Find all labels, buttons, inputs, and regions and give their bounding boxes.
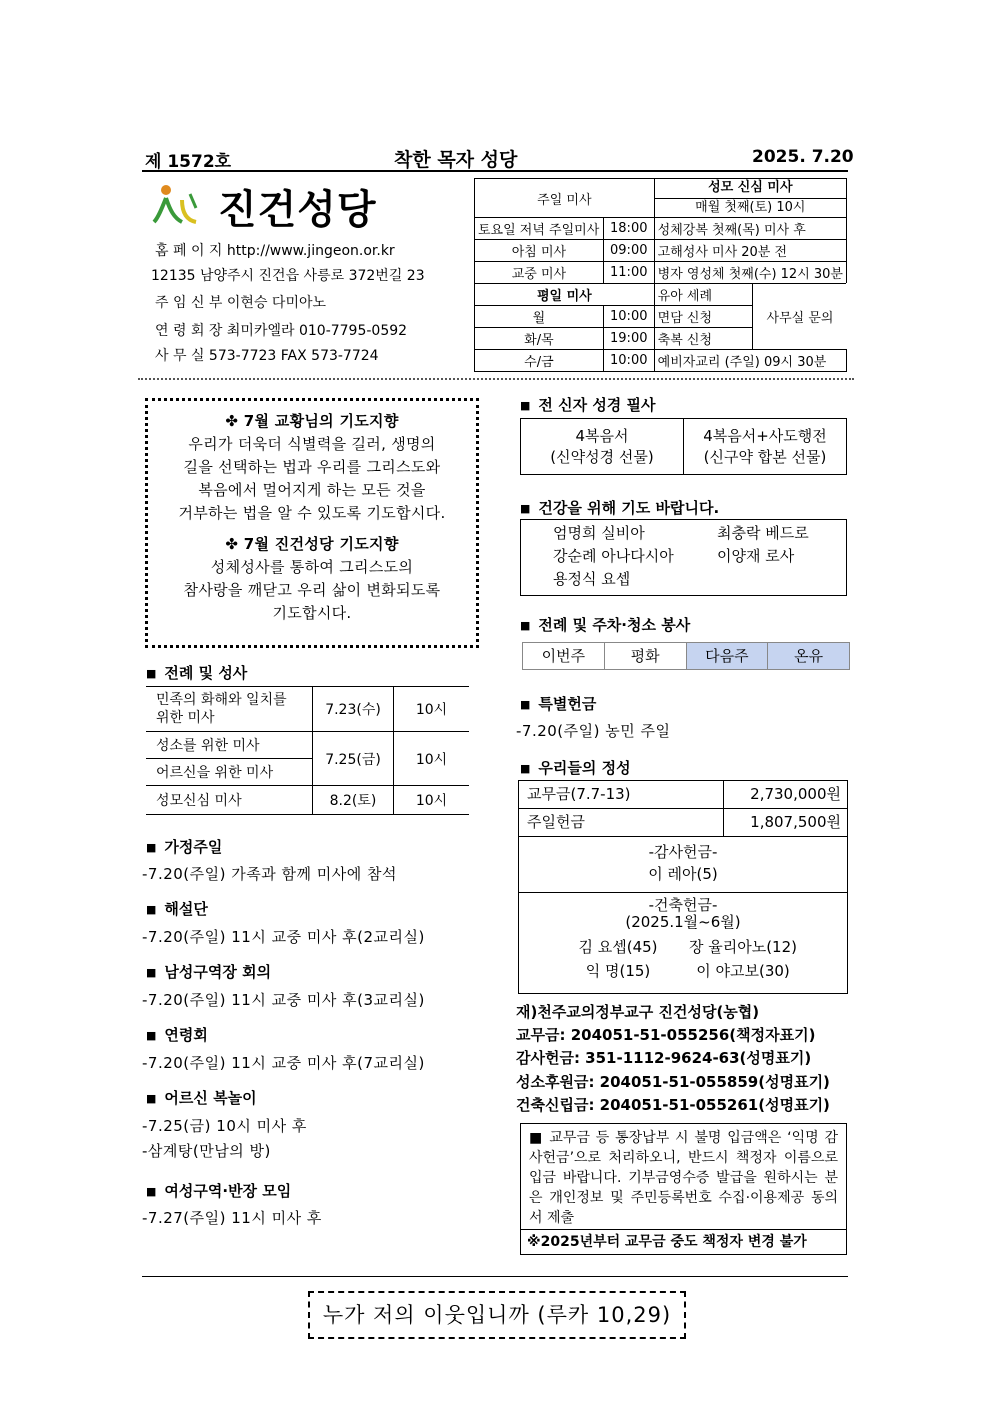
mass-name: 아침 미사 [475, 240, 604, 262]
issue-date: 2025. 7.20 [752, 147, 854, 167]
pastor-line: 주 임 신 부 이현승 다미아노 [155, 295, 327, 311]
bible-col2: (신구약 합본 선물) [703, 448, 827, 466]
liturgy-name: 성모신심 미사 [146, 786, 313, 815]
prayer-line: 우리가 더욱더 식별력을 길러, 생명의 [188, 435, 436, 453]
account-line: 건축신립금: 204051-51-055261(성명표기) [516, 1096, 830, 1114]
prayer-line: 기도합시다. [272, 604, 352, 622]
sungmo-mass-sub: 매월 첫째(토) 10시 [654, 198, 846, 218]
mass-name: 화/목 [475, 328, 604, 350]
health-box [520, 519, 847, 596]
building-donor: 익 명(15) [585, 962, 651, 980]
mass-note: 고해성사 미사 20분 전 [654, 240, 846, 262]
event-line: -7.20(주일) 11시 교중 미사 후(7교리실) [142, 1054, 425, 1072]
account-line: 성소후원금: 204051-51-055859(성명표기) [516, 1073, 830, 1091]
notice-box [520, 1123, 847, 1255]
bible-box [520, 418, 847, 475]
mass-name: 교중 미사 [475, 262, 604, 284]
bible-section-title: ■ 전 신자 성경 필사 [520, 394, 656, 415]
building-fund-title: -건축헌금- [648, 896, 718, 914]
funeral-society-title: ■ 연령회 [146, 1024, 208, 1045]
event-line: -7.20(주일) 11시 교중 미사 후(3교리실) [142, 991, 425, 1009]
event-line: -7.20(주일) 가족과 함께 미사에 참석 [142, 865, 397, 883]
mass-time: 11:00 [603, 262, 654, 284]
liturgy-date: 7.25(금) [313, 732, 394, 786]
prayer-line: 참사랑을 깨닫고 우리 삶이 변화되도록 [183, 581, 441, 599]
liturgy-time: 10시 [415, 793, 448, 809]
mass-note: 병자 영성체 첫째(수) 12시 30분 [654, 262, 846, 284]
prayer-line: 거부하는 법을 알 수 있도록 기도합시다. [178, 504, 446, 522]
sungmo-mass-header: 성모 신심 미사 [654, 179, 846, 199]
account-line: 감사헌금: 351-1112-9624-63(성명표기) [516, 1049, 812, 1067]
liturgy-time: 10시 [415, 751, 448, 768]
parish-motto: 착한 목자 성당 [394, 149, 518, 171]
health-section-title: ■ 건강을 위해 기도 바랍니다. [520, 497, 719, 518]
weekday-mass-header: 평일 미사 [475, 284, 655, 306]
weekly-verse: 누가 저의 이웃입니까 (루카 10,29) [308, 1291, 686, 1339]
account-line: 교무금: 204051-51-055256(책정자표기) [516, 1026, 816, 1044]
building-donor: 김 요셉(45) [578, 938, 658, 956]
header-rule [142, 170, 848, 172]
bible-col1: (신약성경 선물) [550, 448, 654, 466]
service-rota [522, 642, 850, 670]
building-donor: 장 율리아노(12) [688, 938, 797, 956]
dotted-separator [138, 378, 854, 380]
mass-note: 예비자교리 (주일) 09시 30분 [654, 350, 846, 372]
special-offering-line: -7.20(주일) 농민 주일 [516, 722, 671, 740]
mass-time: 19:00 [603, 328, 654, 350]
mass-time: 09:00 [603, 240, 654, 262]
prayer-line: 성체성사를 통하여 그리스도의 [210, 558, 414, 576]
family-sunday-title: ■ 가정주일 [146, 836, 222, 857]
offering-box [518, 780, 848, 994]
service-cell: 다음주 [687, 643, 769, 669]
homepage-line: 홈 페 이 지 http://www.jingeon.or.kr [155, 243, 395, 259]
issue-number: 제 1572호 [145, 152, 232, 172]
offering-name: 주일헌금 [519, 809, 724, 836]
mass-time: 18:00 [603, 218, 654, 240]
offering-amount: 2,730,000원 [750, 785, 841, 803]
parish-logo-icon [152, 182, 210, 228]
mass-name: 토요일 저녁 주일미사 [475, 218, 604, 240]
liturgy-name: 어르신을 위한 미사 [146, 759, 313, 786]
commentators-title: ■ 해설단 [146, 898, 208, 919]
mass-time: 10:00 [603, 306, 654, 328]
mass-name: 수/금 [475, 350, 604, 372]
event-line: -7.25(금) 10시 미사 후 [142, 1117, 307, 1135]
service-section-title: ■ 전례 및 주차·청소 봉사 [520, 614, 690, 635]
council-line: 연 령 회 장 최미카엘라 010-7795-0592 [155, 323, 408, 339]
health-name: 최충락 베드로 [717, 524, 809, 542]
event-line: -삼계탕(만남의 방) [142, 1142, 271, 1160]
womens-meeting-title: ■ 여성구역·반장 모임 [146, 1180, 291, 1201]
elders-event-title: ■ 어르신 복놀이 [146, 1087, 257, 1108]
liturgy-section-title: ■ 전례 및 성사 [146, 662, 247, 683]
notice-footer: ※2025년부터 교무금 중도 책정자 변경 불가 [521, 1229, 846, 1254]
liturgy-name: 성소를 위한 미사 [146, 732, 313, 759]
building-donor: 이 야고보(30) [696, 962, 790, 980]
address-line: 12135 남양주시 진건읍 사릉로 372번길 23 [151, 268, 425, 284]
prayer-line: 복음에서 멀어지게 하는 모든 것을 [198, 481, 426, 499]
pope-prayer-title: ✤ 7월 교황님의 기도지향 [225, 412, 399, 430]
offering-name: 교무금(7.7-13) [519, 781, 724, 808]
service-cell: 평화 [605, 643, 687, 669]
offering-section-title: ■ 우리들의 정성 [520, 757, 631, 778]
office-line: 사 무 실 573-7723 FAX 573-7724 [155, 348, 379, 364]
mass-name: 월 [475, 306, 604, 328]
service-cell: 이번주 [523, 643, 605, 669]
office-inquiry-cell: 사무실 문의 [752, 283, 847, 349]
mens-leaders-title: ■ 남성구역장 회의 [146, 961, 271, 982]
thanks-offering-name: 이 레아(5) [648, 865, 718, 883]
mass-note: 성체강복 첫째(목) 미사 후 [654, 218, 846, 240]
event-line: -7.27(주일) 11시 미사 후 [142, 1209, 322, 1227]
mass-time: 10:00 [603, 350, 654, 372]
bible-col1: 4복음서 [575, 427, 629, 445]
prayer-line: 길을 선택하는 법과 우리를 그리스도와 [183, 458, 441, 476]
prayer-intention-box [145, 398, 479, 648]
service-cell: 온유 [768, 643, 849, 669]
health-name: 강순례 아나다시아 [553, 547, 674, 565]
liturgy-table [146, 686, 469, 815]
parish-name: 진건성당 [218, 187, 377, 233]
health-name: 이양재 로사 [717, 547, 795, 565]
bottom-rule [142, 1276, 848, 1277]
offering-amount: 1,807,500원 [750, 813, 841, 831]
health-name: 용정식 요셉 [553, 570, 631, 588]
mass-note: 면담 신청 [654, 306, 846, 328]
baptism-label: 유아 세례 [657, 289, 713, 304]
notice-body: ■ 교무금 등 통장납부 시 불명 입금액은 ‘익명 감사헌금’으로 처리하오니, 반드시 책정자 이름으로 입금 바랍니다. 기부금영수증 발급을 원하시는 분은 개인정보 및 주민등록번호 수집·이용제공 동의서 제출 [529, 1130, 838, 1226]
account-line: 재)천주교의정부교구 진건성당(농협) [516, 1003, 760, 1021]
bible-col2: 4복음서+사도행전 [703, 427, 827, 445]
special-offering-title: ■ 특별헌금 [520, 693, 596, 714]
mass-note: 축복 신청 [654, 328, 846, 350]
thanks-offering-title: -감사헌금- [648, 843, 718, 861]
event-line: -7.20(주일) 11시 교중 미사 후(2교리실) [142, 928, 425, 946]
building-fund-period: (2025.1월~6월) [625, 913, 741, 931]
health-name: 엄명희 실비아 [553, 524, 645, 542]
liturgy-date: 8.2(토) [313, 786, 394, 815]
sunday-mass-header: 주일 미사 [475, 179, 655, 218]
parish-prayer-title: ✤ 7월 진건성당 기도지향 [225, 535, 399, 553]
liturgy-date: 7.23(수) [313, 687, 394, 732]
liturgy-time: 10시 [415, 702, 448, 718]
liturgy-name: 민족의 화해와 일치를 위한 미사 [146, 687, 313, 732]
